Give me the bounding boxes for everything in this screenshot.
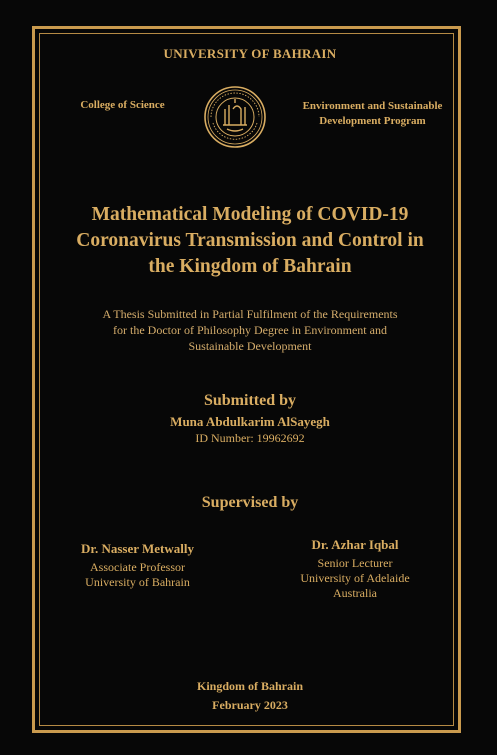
subtitle-line-1: A Thesis Submitted in Partial Fulfilment of the Requirements	[102, 307, 398, 321]
program-name	[290, 99, 455, 129]
university-name: UNIVERSITY OF BAHRAIN	[163, 46, 337, 61]
submitted-by-heading: Submitted by	[203, 392, 297, 409]
supervised-by-heading: Supervised by	[201, 494, 299, 511]
college-name: College of Science	[80, 99, 165, 111]
supervisor-2-name: Dr. Azhar Iqbal	[311, 537, 399, 552]
submission-date: February 2023	[212, 698, 288, 712]
university-seal-icon	[203, 85, 267, 149]
title-line-3: the Kingdom of Bahrain	[148, 256, 352, 277]
title-line-1: Mathematical Modeling of COVID-19	[91, 204, 409, 225]
supervisor-2	[280, 537, 430, 601]
thesis-title	[50, 202, 450, 280]
supervisor-1-name: Dr. Nasser Metwally	[80, 541, 194, 556]
supervisor-1	[55, 541, 220, 590]
title-line-2: Coronavirus Transmission and Control in	[76, 230, 424, 251]
supervisor-2-country: Australia	[333, 586, 377, 600]
supervisor-1-affiliation: University of Bahrain	[85, 575, 190, 589]
supervisor-2-affiliation: University of Adelaide	[300, 571, 410, 585]
country-name: Kingdom of Bahrain	[196, 679, 304, 693]
author-name: Muna Abdulkarim AlSayegh	[170, 414, 330, 429]
thesis-statement	[60, 306, 440, 354]
supervisor-1-role: Associate Professor	[90, 560, 185, 574]
program-line-1: Environment and Sustainable	[302, 100, 443, 112]
supervisor-2-role: Senior Lecturer	[317, 556, 393, 570]
subtitle-line-3: Sustainable Development	[188, 339, 312, 353]
program-line-2: Development Program	[319, 115, 426, 127]
subtitle-line-2: for the Doctor of Philosophy Degree in Environment and	[113, 323, 387, 337]
author-id-number: ID Number: 19962692	[195, 431, 305, 445]
